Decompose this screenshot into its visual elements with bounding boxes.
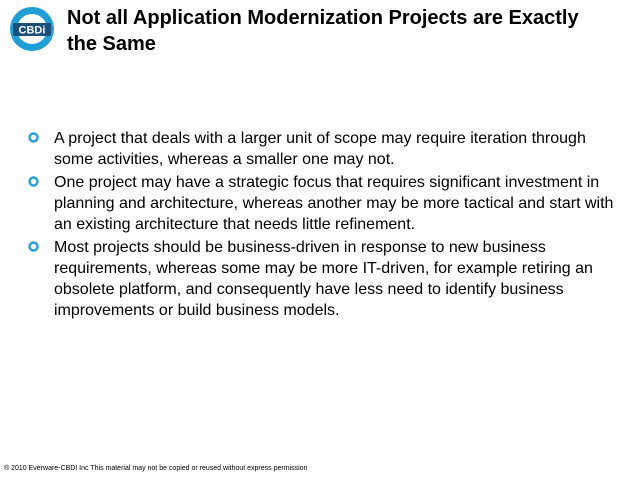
copyright-footer: ® 2010 Everware-CBDI Inc This material may not be copied or reused without express permission xyxy=(4,465,308,472)
bullet-list xyxy=(26,128,616,323)
bullet-item xyxy=(26,237,616,321)
bullet-text: One project may have a strategic focus that requires significant investment in planning and architecture, whereas another may be more tactical and start with an existing architecture that needs little refinement. xyxy=(54,174,614,233)
bullet-text: A project that deals with a larger unit of scope may require iteration through some activities, whereas a smaller one may not. xyxy=(54,130,586,168)
cbdi-logo-icon xyxy=(9,6,55,52)
bullet-text: Most projects should be business-driven in response to new business requirements, whereas some may be more IT-driven, for example retiring an obsolete platform, and consequently have less need to identify business improvements or build business models. xyxy=(54,239,593,319)
bullet-item xyxy=(26,128,616,170)
logo-text: CBDi xyxy=(18,24,46,37)
cbdi-logo xyxy=(9,6,55,52)
title-line-1: Not all Application Modernization Projects are Exactly xyxy=(67,7,579,29)
ring-bullet-icon xyxy=(28,241,39,252)
ring-bullet-icon xyxy=(28,176,39,187)
title-line-2: the Same xyxy=(67,33,156,55)
ring-bullet-icon xyxy=(28,132,39,143)
bullet-item xyxy=(26,172,616,235)
page-title xyxy=(67,5,627,57)
